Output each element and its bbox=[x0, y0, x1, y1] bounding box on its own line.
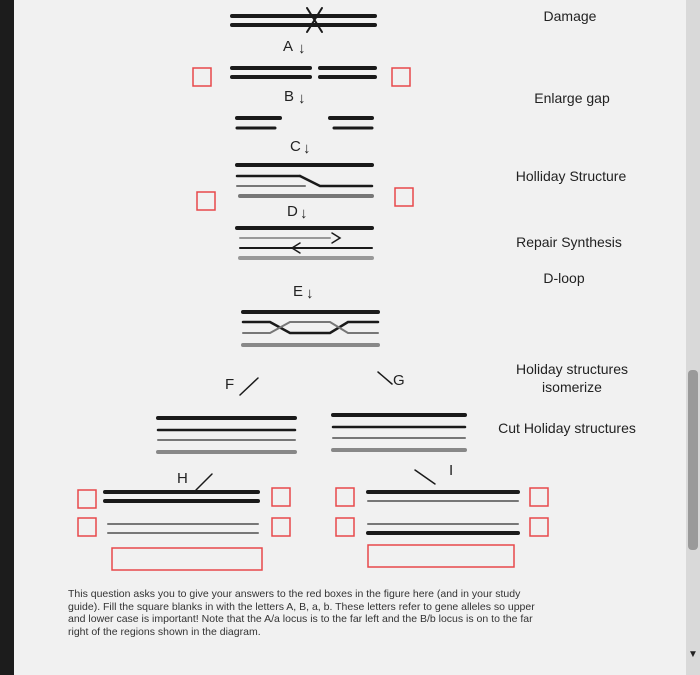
arrow-b-icon: ↓ bbox=[298, 90, 306, 107]
dna-d-loop bbox=[243, 312, 378, 345]
label-cut-holiday: Cut Holiday structures bbox=[498, 420, 636, 436]
arrow-label-g: G bbox=[393, 372, 405, 389]
dna-repair-synthesis bbox=[237, 228, 372, 258]
label-holliday-structure: Holliday Structure bbox=[515, 168, 627, 184]
arrow-g bbox=[378, 372, 392, 384]
dna-product-h bbox=[105, 492, 258, 533]
answer-boxes bbox=[78, 68, 548, 570]
label-repair-synthesis: Repair Synthesis bbox=[516, 234, 622, 250]
label-enlarge-gap: Enlarge gap bbox=[534, 90, 610, 106]
question-text: This question asks you to give your answers to the red boxes in the figure here (and in your study guide). Fill the square blanks in with the letters A, B, a, b. These letters refer to gene alleles so upper and lower case is important! Note that the A/a locus is to the far left and the B/b locus is on to the far right of the regions shown in the diagram. bbox=[68, 588, 535, 638]
answer-box-h-wide[interactable] bbox=[112, 548, 262, 570]
arrow-f bbox=[240, 378, 258, 395]
answer-box-h-1[interactable] bbox=[78, 490, 96, 508]
arrow-label-e: E bbox=[293, 283, 304, 300]
arrow-h bbox=[196, 474, 212, 490]
arrow-d-icon: ↓ bbox=[300, 205, 308, 222]
answer-box-b-holliday[interactable] bbox=[395, 188, 413, 206]
arrow-e-icon: ↓ bbox=[306, 285, 314, 302]
dna-holliday bbox=[237, 165, 372, 196]
arrow-label-c: C bbox=[290, 138, 301, 155]
answer-box-a-left[interactable] bbox=[193, 68, 211, 86]
scroll-down-icon[interactable]: ▼ bbox=[688, 649, 698, 660]
arrow-label-d: D bbox=[287, 203, 298, 220]
dna-damage bbox=[232, 8, 375, 32]
arrow-label-b: B bbox=[284, 88, 295, 105]
answer-box-b-right[interactable] bbox=[392, 68, 410, 86]
label-d-loop: D-loop bbox=[543, 270, 585, 286]
arrow-a-icon: ↓ bbox=[298, 40, 306, 57]
dna-resected bbox=[237, 118, 372, 128]
answer-box-i-2[interactable] bbox=[336, 518, 354, 536]
arrow-label-i: I bbox=[449, 462, 454, 479]
dna-branch-f bbox=[158, 418, 295, 452]
answer-box-i-3[interactable] bbox=[530, 488, 548, 506]
label-holiday-isomerize-2: isomerize bbox=[542, 379, 602, 395]
answer-box-h-4[interactable] bbox=[272, 518, 290, 536]
answer-box-i-wide[interactable] bbox=[368, 545, 514, 567]
dna-branch-g bbox=[333, 415, 465, 450]
arrow-label-f: F bbox=[225, 376, 235, 393]
answer-box-i-4[interactable] bbox=[530, 518, 548, 536]
answer-box-h-2[interactable] bbox=[78, 518, 96, 536]
label-damage: Damage bbox=[543, 8, 597, 24]
answer-box-a-holliday[interactable] bbox=[197, 192, 215, 210]
arrow-c-icon: ↓ bbox=[303, 140, 311, 157]
dna-gap bbox=[232, 68, 375, 77]
answer-box-h-3[interactable] bbox=[272, 488, 290, 506]
arrow-label-a: A bbox=[283, 38, 294, 55]
arrow-i bbox=[415, 470, 435, 484]
answer-box-i-1[interactable] bbox=[336, 488, 354, 506]
arrow-label-h: H bbox=[177, 470, 188, 487]
label-holiday-isomerize-1: Holiday structures bbox=[515, 361, 629, 377]
dna-product-i bbox=[368, 492, 518, 533]
